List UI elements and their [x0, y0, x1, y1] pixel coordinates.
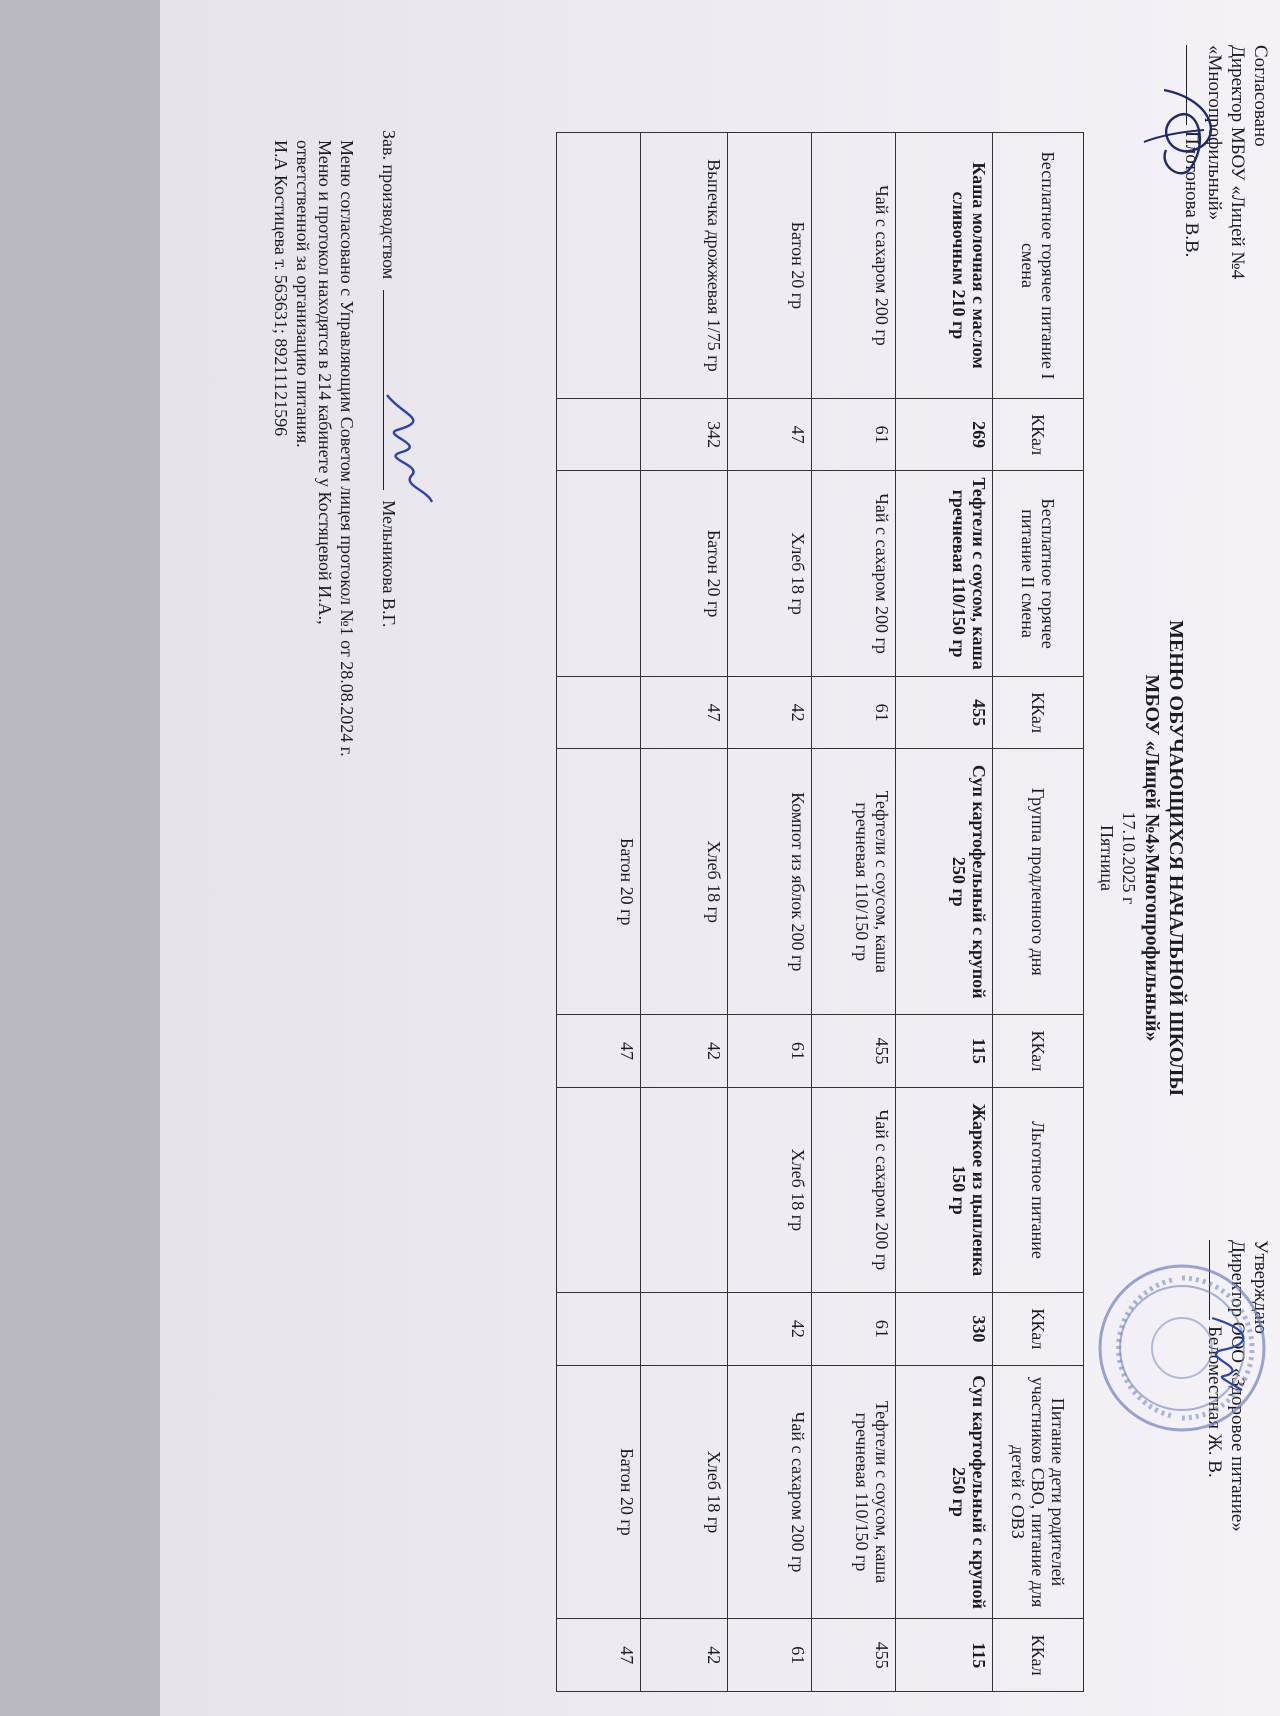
table-cell: 455: [812, 1015, 896, 1088]
table-cell: 47: [557, 1619, 641, 1692]
column-header: ККал: [993, 1293, 1084, 1366]
table-row: [641, 133, 728, 1692]
approval-left-position: Директор МБОУ «Лицей №4: [1227, 45, 1248, 280]
table-cell: [641, 1087, 728, 1292]
table-cell: Тефтели с соусом, каша гречневая 110/150 гр: [812, 1365, 896, 1619]
table-cell: 455: [896, 676, 993, 749]
table-row: [728, 133, 812, 1692]
table-header-row: [993, 133, 1084, 1692]
table-cell: [557, 398, 641, 471]
table-cell: 42: [641, 1015, 728, 1088]
column-header: Бесплатное горячее питание I смена: [993, 133, 1084, 399]
document-paper: [160, 0, 1280, 1716]
table-cell: Чай с сахаром 200 гр: [812, 133, 896, 399]
table-cell: 47: [728, 398, 812, 471]
table-cell: 61: [728, 1619, 812, 1692]
table-row: [896, 133, 993, 1692]
table-cell: 42: [728, 1293, 812, 1366]
table-cell: Выпечка дрожжевая 1/75 гр: [641, 133, 728, 399]
table-cell: Хлеб 18 гр: [641, 1365, 728, 1619]
column-header: ККал: [993, 1015, 1084, 1088]
table-cell: 47: [557, 1015, 641, 1088]
table-cell: Чай с сахаром 200 гр: [728, 1365, 812, 1619]
menu-weekday: Пятница: [1097, 824, 1117, 892]
table-cell: Суп картофельный с крупой 250 гр: [896, 749, 993, 1015]
production-label: Зав. производством: [379, 130, 399, 280]
table-cell: Хлеб 18 гр: [641, 749, 728, 1015]
table-cell: Суп картофельный с крупой 250 гр: [896, 1365, 993, 1619]
table-cell: 42: [641, 1619, 728, 1692]
table-cell: Батон 20 гр: [641, 471, 728, 676]
footer-line: Меню и протокол находятся в 214 кабинете у Костяцевой И.А.,: [315, 140, 335, 625]
footer-block: [270, 140, 358, 757]
column-header: ККал: [993, 676, 1084, 749]
column-header: Льготное питание: [993, 1087, 1084, 1292]
table-cell: 47: [641, 676, 728, 749]
table-cell: 61: [728, 1015, 812, 1088]
table-cell: Хлеб 18 гр: [728, 471, 812, 676]
menu-date: 17.10.2025 г: [1119, 811, 1139, 905]
approval-right-name: Беломестная Ж. В.: [1204, 1326, 1225, 1478]
table-cell: Батон 20 гр: [557, 749, 641, 1015]
table-cell: Компот из яблок 200 гр: [728, 749, 812, 1015]
table-cell: [641, 1293, 728, 1366]
approval-right-position: Директор ООО «Здоровое питание»: [1227, 1240, 1248, 1532]
table-row: [557, 133, 641, 1692]
table-cell: 115: [896, 1015, 993, 1088]
production-signature-row: [378, 130, 400, 627]
column-header: Питание дети родителей участников СВО, питание для детей с ОВЗ: [993, 1365, 1084, 1619]
table-cell: Чай с сахаром 200 гр: [812, 471, 896, 676]
table-cell: 269: [896, 398, 993, 471]
table-cell: 342: [641, 398, 728, 471]
table-row: [812, 133, 896, 1692]
column-header: ККал: [993, 1619, 1084, 1692]
table-cell: Жаркое из цыпленка 150 гр: [896, 1087, 993, 1292]
column-header: Группа продленного дня: [993, 749, 1084, 1015]
table-cell: [557, 676, 641, 749]
approval-left-title: Согласовано: [1250, 45, 1271, 147]
table-cell: Тефтели с соусом, каша гречневая 110/150 гр: [812, 749, 896, 1015]
production-name: Мельникова В.Г.: [379, 500, 399, 628]
table-cell: 455: [812, 1619, 896, 1692]
table-cell: [557, 471, 641, 676]
table-cell: [557, 1293, 641, 1366]
footer-line: ответственной за организацию питания.: [293, 140, 313, 448]
table-cell: 61: [812, 398, 896, 471]
school-title: МБОУ «Лицей №4»Многопрофильный»: [1141, 674, 1163, 1042]
footer-line: И.А Костицева т. 563631; 89211121596: [271, 140, 291, 437]
right-signature-icon: [1192, 1310, 1262, 1400]
table-cell: [557, 1087, 641, 1292]
production-signature-icon: [372, 390, 442, 510]
table-cell: 61: [812, 676, 896, 749]
table-cell: 61: [812, 1293, 896, 1366]
table-cell: [557, 133, 641, 399]
table-cell: Тефтели с соусом, каша гречневая 110/150 гр: [896, 471, 993, 676]
menu-table: [556, 132, 1084, 1692]
menu-title: МЕНЮ ОБУЧАЮЩИХСЯ НАЧАЛЬНОЙ ШКОЛЫ: [1165, 620, 1187, 1096]
approval-left-name: Плотонова В.В.: [1181, 131, 1202, 258]
table-cell: Чай с сахаром 200 гр: [812, 1087, 896, 1292]
table-cell: 42: [728, 676, 812, 749]
table-cell: Батон 20 гр: [557, 1365, 641, 1619]
table-cell: Каша молочная с маслом сливочным 210 гр: [896, 133, 993, 399]
table-cell: 115: [896, 1619, 993, 1692]
column-header: ККал: [993, 398, 1084, 471]
approval-left-org: «Многопрофильный»: [1204, 45, 1225, 221]
column-header: Бесплатное горячее питание II смена: [993, 471, 1084, 676]
approval-right-title: Утверждаю: [1250, 1240, 1271, 1334]
table-cell: 330: [896, 1293, 993, 1366]
table-cell: Хлеб 18 гр: [728, 1087, 812, 1292]
footer-line: Меню согласовано с Управляющим Советом лицея протокол №1 от 28.08.2024 г.: [337, 140, 357, 757]
table-cell: Батон 20 гр: [728, 133, 812, 399]
